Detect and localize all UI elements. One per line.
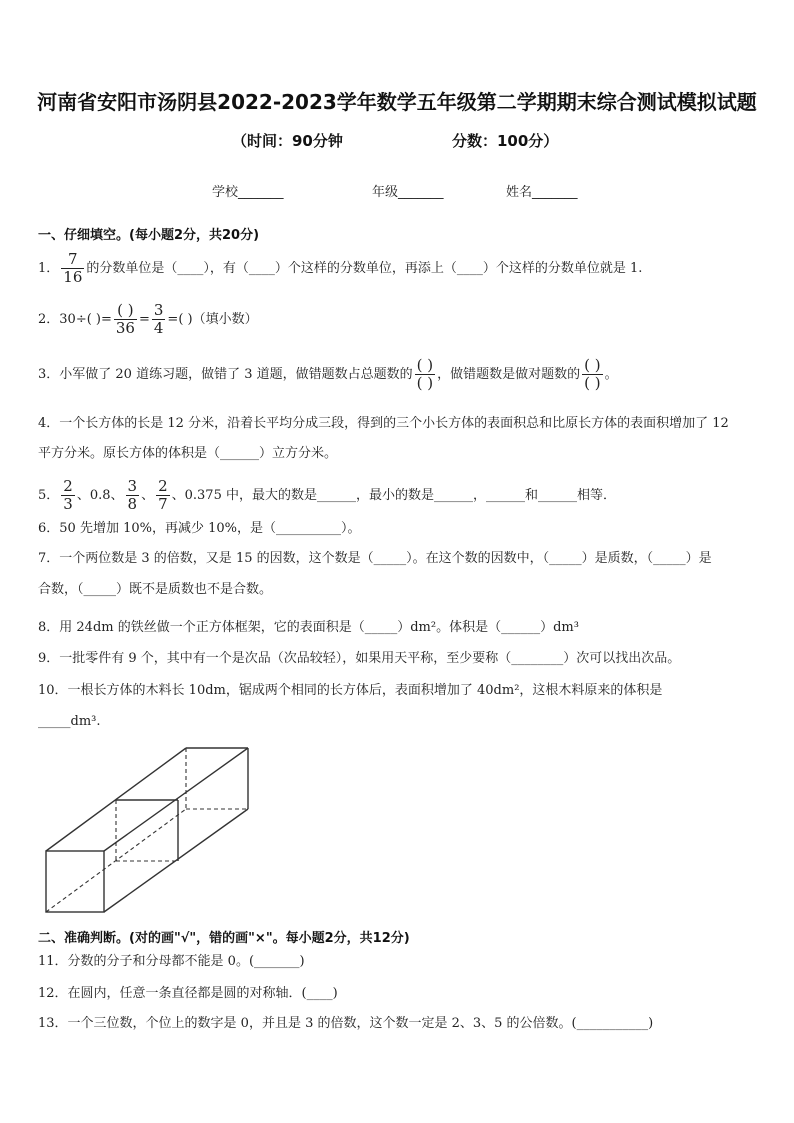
fraction xyxy=(152,302,166,337)
fraction-denominator: 7 xyxy=(158,495,168,513)
fraction xyxy=(126,478,140,513)
question-13: 13．一个三位数，个位上的数字是 0，并且是 3 的倍数，这个数一定是 2、3、5 的公倍数。(___________) xyxy=(38,1016,654,1031)
fraction-numerator: 7 xyxy=(61,251,84,269)
fraction-numerator: 2 xyxy=(63,477,73,495)
exam-time: （时间：90分钟 xyxy=(232,132,343,150)
cuboid-front-face xyxy=(46,851,104,912)
cuboid-diagram xyxy=(36,742,256,917)
fraction xyxy=(61,478,75,513)
page-title: 河南省安阳市汤阴县2022-2023学年数学五年级第二学期期末综合测试模拟试题 xyxy=(37,90,757,114)
fraction xyxy=(61,251,84,286)
separator: 、 xyxy=(141,488,155,503)
blank-fraction xyxy=(415,357,435,392)
fraction-denominator: 3 xyxy=(63,495,73,513)
question-6: 6．50 先增加 10%，再减少 10%，是（__________）。 xyxy=(38,521,361,536)
question-text-part2: ，做错题数是做对题数的 xyxy=(437,367,581,382)
section-2-heading: 二、准确判断。(对的画"√"，错的画"×"。每小题2分，共12分) xyxy=(38,931,410,946)
fraction-denominator: ( ) xyxy=(416,374,434,392)
question-5 xyxy=(38,478,616,513)
blank-fraction xyxy=(582,357,602,392)
section-1-heading: 一、仔细填空。(每小题2分，共20分) xyxy=(38,228,260,243)
question-text: 的分数单位是（____），有（____）个这样的分数单位，再添上（____）个这样的分数单位就是 1. xyxy=(86,261,643,276)
question-9: 9．一批零件有 9 个，其中有一个是次品（次品较轻），如果用天平称，至少要称（________）次可以找出次品。 xyxy=(38,651,681,666)
question-7-line-1: 7．一个两位数是 3 的倍数，又是 15 的因数，这个数是（_____）。在这个数的因数中，（_____）是质数，（_____）是 xyxy=(38,551,712,566)
fraction-denominator: 36 xyxy=(115,319,135,337)
name-field: 姓名_______ xyxy=(506,185,578,200)
fraction-denominator: 4 xyxy=(153,319,164,337)
fraction-numerator: 3 xyxy=(153,301,164,319)
fraction-denominator: 16 xyxy=(63,268,83,286)
question-text: 、0.8、 xyxy=(76,488,124,503)
question-1 xyxy=(38,251,642,286)
question-4-line-1: 4．一个长方体的长是 12 分米，沿着长平均分成三段，得到的三个小长方体的表面积总和比原长方体的表面积增加了 12 xyxy=(38,416,729,431)
question-4-line-2: 平方分米。原长方体的体积是（______）立方分米。 xyxy=(38,446,338,461)
question-8: 8．用 24dm 的铁丝做一个正方体框架，它的表面积是（_____）dm²。体积是（______）dm³ xyxy=(38,620,579,635)
question-number: 5． xyxy=(38,488,60,503)
question-10-line-1: 10．一根长方体的木料长 10dm，锯成两个相同的长方体后，表面积增加了 40dm²，这根木料原来的体积是 xyxy=(38,683,663,698)
fraction-numerator: ( ) xyxy=(584,356,601,374)
question-number: 1． xyxy=(38,261,60,276)
fraction-numerator: ( ) xyxy=(114,302,137,320)
equals-sign: = xyxy=(138,312,150,327)
fraction xyxy=(156,478,170,513)
question-7-line-2: 合数，（_____）既不是质数也不是合数。 xyxy=(38,582,273,597)
question-text-end: =( )（填小数） xyxy=(167,312,258,327)
question-text-start: 2．30÷( )= xyxy=(38,312,112,327)
question-11: 11．分数的分子和分母都不能是 0。(_______) xyxy=(38,954,305,969)
fraction-denominator: 8 xyxy=(127,495,138,513)
fraction-numerator: ( ) xyxy=(416,356,434,374)
question-3 xyxy=(38,357,618,392)
question-2 xyxy=(38,302,258,337)
fraction-denominator: ( ) xyxy=(584,374,601,392)
fraction-numerator: 2 xyxy=(158,477,168,495)
question-10-line-2: _____dm³. xyxy=(38,714,101,729)
question-text-part1: 3．小军做了 20 道练习题，做错了 3 道题，做错题数占总题数的 xyxy=(38,367,413,382)
grade-field: 年级_______ xyxy=(372,185,444,200)
question-text-end: 。 xyxy=(604,367,618,382)
question-text-end: 、0.375 中，最大的数是______，最小的数是______，______和______相等． xyxy=(171,488,616,503)
fraction-numerator: 3 xyxy=(127,477,138,495)
question-12: 12．在圆内，任意一条直径都是圆的对称轴．(____) xyxy=(38,986,338,1001)
school-field: 学校_______ xyxy=(212,185,284,200)
fraction xyxy=(114,302,137,337)
exam-score: 分数：100分） xyxy=(452,132,559,150)
